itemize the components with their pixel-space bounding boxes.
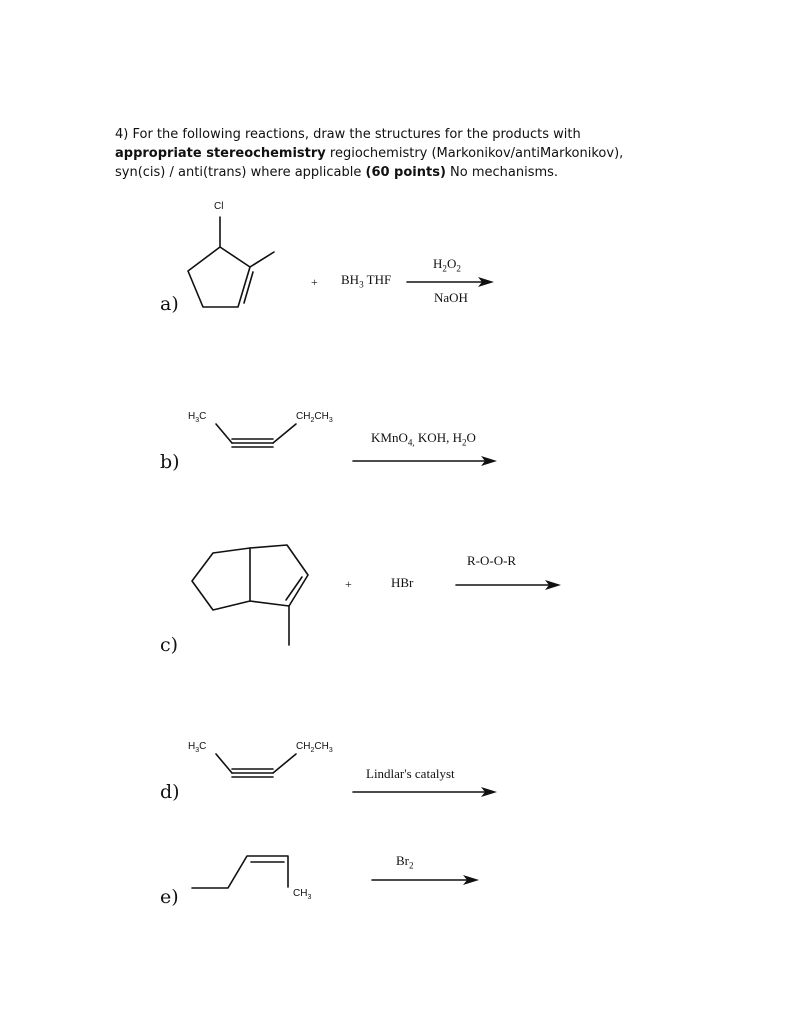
question-bold-stereo: appropriate stereochemistry xyxy=(115,146,326,161)
reagent-b: KMnO$_{4,}$ KOH, $H_2O$ xyxy=(371,430,476,448)
structure-b-alkyne xyxy=(216,424,296,447)
structure-c-bicyclic xyxy=(192,545,308,645)
structure-b-right-group: $CH_2CH_3$ xyxy=(296,411,333,424)
structure-d-left-group: $H_3C$ xyxy=(188,741,207,754)
structure-c-left-ring xyxy=(192,548,250,610)
structure-b-left-group: $H_3C$ xyxy=(188,411,207,424)
structure-d-alkyne xyxy=(216,754,296,777)
label-e: e) xyxy=(160,886,179,908)
question-intro: For the following reactions, draw the structures for the products with xyxy=(132,127,581,142)
structure-c-right-ring xyxy=(250,545,308,606)
question-syn-anti: syn(cis) / anti(trans) where applicable xyxy=(115,165,366,180)
label-c: c) xyxy=(160,634,179,656)
structure-a-chlorocyclopentene xyxy=(188,217,274,307)
label-d: d) xyxy=(160,781,180,803)
structure-a-methyl-bond xyxy=(250,252,274,267)
reagent-a: $BH_3$ THF xyxy=(341,272,392,290)
arrow-a-below: NaOH xyxy=(434,290,468,305)
structure-a-ring xyxy=(188,247,250,307)
structure-e-alkene xyxy=(192,856,288,888)
structure-d-right-group: $CH_2CH_3$ xyxy=(296,741,333,754)
reagent-c: HBr xyxy=(391,575,414,590)
label-b: b) xyxy=(160,451,180,473)
structure-a-cl-label: Cl xyxy=(214,201,224,212)
structure-a-double-bond xyxy=(244,272,253,303)
question-no-mechanisms: No mechanisms. xyxy=(445,165,559,180)
question-regio: regiochemistry (Markonikov/antiMarkonikov), xyxy=(325,146,624,161)
arrow-d-above: Lindlar's catalyst xyxy=(366,766,455,781)
structure-e-methyl-label: $CH_3$ xyxy=(293,888,312,901)
arrow-e-above: $Br_2$ xyxy=(396,853,414,871)
plus-c: + xyxy=(345,577,352,591)
question-points: (60 points) xyxy=(365,165,446,180)
label-a: a) xyxy=(160,293,179,315)
arrow-c-above: R-O-O-R xyxy=(467,553,517,568)
arrow-a-above: $H_2O_2$ xyxy=(433,256,461,274)
question-number: 4) xyxy=(115,127,129,142)
plus-a: + xyxy=(311,275,318,289)
